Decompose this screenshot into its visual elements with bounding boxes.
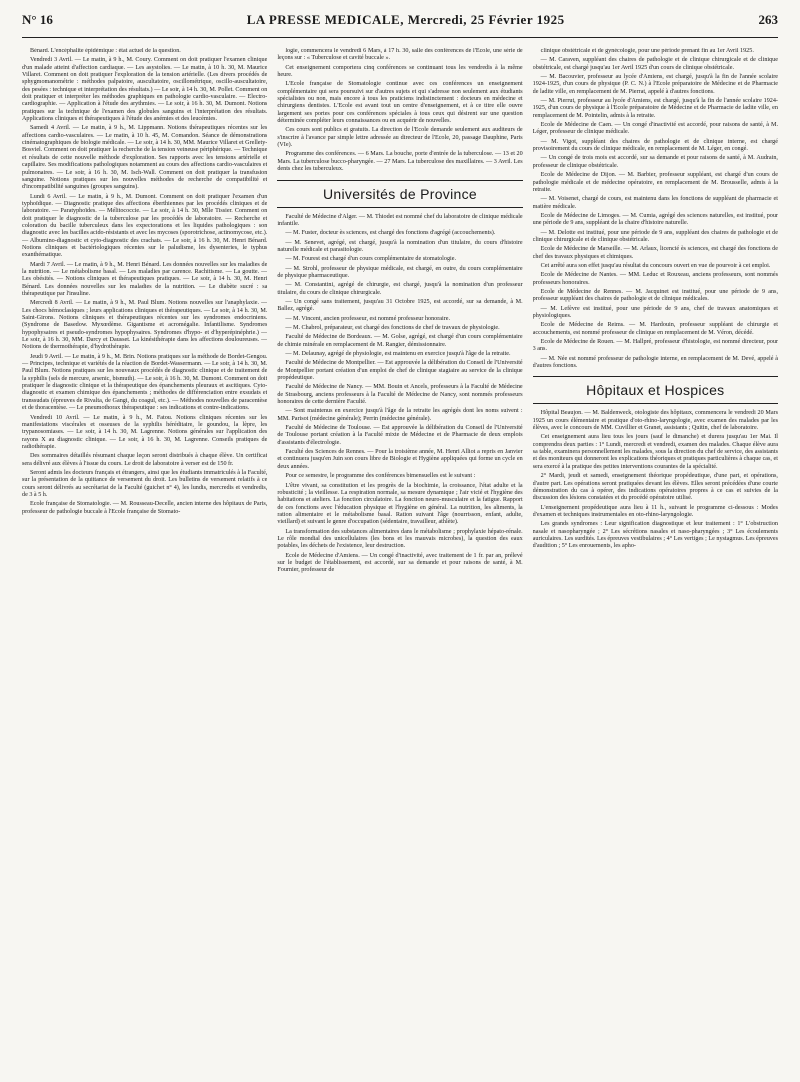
paragraph: — M. Lefèvre est institué, pour une période de 9 ans, chef de travaux anatomiques et physiologiques. bbox=[532, 305, 778, 319]
paragraph: La transformation des substances alimentaires dans le métabolisme ; prophylaxie hépato-rénale. Le rôle mondial des unicellulaires (les bons et les mauvais microbes), la question des eaux potables, les déchets de l'existence, leur destruction. bbox=[277, 528, 523, 550]
paragraph: Ecole de Médecine de Nantes. — MM. Leduc et Rouxeau, anciens professeurs, sont nommés professeurs honoraires. bbox=[532, 272, 778, 286]
paragraph: clinique obstétricale et de gynécologie, pour une période prenant fin au 1er Avril 1925. bbox=[540, 48, 754, 54]
paragraph: Seront admis les docteurs français et étrangers, ainsi que les étudiants immatriculés à la Faculté, sur la présentation de la quittance de versement du droit. Les bulletins de versement relatifs à ce cours seront délivrés au secrétariat de la Faculté (guichet n° 4), les lundis, mercredis et vendredis, de 3 à 5 h. bbox=[22, 469, 268, 498]
paragraph: — M. Pierrut, professeur au lycée d'Amiens, est chargé, jusqu'à la fin de l'année scolaire 1924-1925, d'un cours de physique à l'Ecole préparatoire de Médecine et de Pharmacie de ladite ville, en remplacement de M. Pointelin, admis à la retraite. bbox=[532, 98, 778, 119]
paragraph: — M. Vigot, suppléant des chaires de pathologie et de clinique interne, est chargé provisoirement du cours de clinique médicale, en remplacement de M. Léger, en congé. bbox=[532, 138, 778, 153]
paragraph: — M. Née est nommé professeur de pathologie interne, en remplacement de M. Devé, appelé à d'autres fonctions. bbox=[532, 355, 778, 370]
paragraph: Cet arrêté aura son effet jusqu'au résultat du concours ouvert en vue de pourvoir à cet emploi. bbox=[540, 262, 771, 269]
paragraph: Pour ce semestre, le programme des conférences bimensuelles est le suivant : bbox=[285, 473, 476, 480]
paragraph: Ecole de Médecine de Dijon. — M. Barbier, professeur suppléant, est chargé d'un cours de pathologie médicale et de médecine opératoire, en remplacement de M. Brousselle, admis à la retraite. bbox=[532, 172, 778, 193]
section-heading-hopitaux: Hôpitaux et Hospices bbox=[533, 376, 778, 404]
page-number: 263 bbox=[758, 12, 778, 27]
paragraph: logie, commencera le vendredi 6 Mars, à 17 h. 30, salle des conférences de l'Ecole, une série de leçons sur : « Tuberculose et cavité buccale ». bbox=[277, 48, 523, 62]
paragraph: Ces cours sont publics et gratuits. La direction de l'Ecole demande seulement aux auditeurs de s'inscrire à l'avance par simple lettre adressée au directeur de l'Ecole, 20, passage Dauphine, Paris (VIe). bbox=[277, 127, 523, 149]
paragraph: Les grands syndromes : Leur signification diagnostique et leur traitement : 1° L'obstruction nasale et nasopharyngée ; 2° Les sécrétions nasales et naso-pharyngées ; 3° Les écoulements auriculaires. Les surdités. Les épreuves vestibulaires ; 4° Les vertiges ; Le nystagmus. Les épreuves d'audition ; 5° Les enrouements, les apho- bbox=[532, 521, 778, 550]
paragraph: Des sommaires détaillés résumant chaque leçon seront distribués à chaque élève. Un certificat sera délivré aux élèves à l'issue du cours. Le droit de laboratoire à verser est de 150 fr. bbox=[22, 453, 268, 467]
paragraph: — M. Vincent, ancien professeur, est nommé professeur honoraire. bbox=[285, 315, 451, 322]
paragraph: — M. Delaunay, agrégé de physiologie, est maintenu en exercice jusqu'à l'âge de la retraite. bbox=[285, 351, 511, 357]
paragraph: Lundi 6 Avril. — Le matin, à 9 h., M. Dumont. Comment on doit pratiquer l'examen d'un typhoïdique. — Diagnostic pratique des affections éberthiennes par les procédés cliniques et de laboratoire. — Paratyphoïdes. — Mélitococcie. — Le soir, à 14 h. 30, Mlle Tissier. Comment on doit pratiquer le diagnostic de la tuberculose par les procédés de laboratoire. — Recherche et coloration du bacille tuberculeux dans les expectorations et les liquides pathologiques : son diagnostic avec les bacilles acido-résistants et avec les mycoses (sporotrichose, actinomycose, etc.). — Albumino-diagnostic et cyto-diagnostic des crachats. — Le soir, à 16 h. 30, M. Henri Bénard. Notions cliniques et bactériologiques récentes sur le paludisme, les dysenteries, le typhus exanthématique. bbox=[22, 193, 268, 259]
columns bbox=[22, 48, 778, 1073]
masthead-title: LA PRESSE MEDICALE, Mercredi, 25 Février 1925 bbox=[246, 12, 565, 27]
paragraph: — M. Voisenet, chargé de cours, est maintenu dans les fonctions de suppléant de pharmacie et matière médicale. bbox=[532, 196, 778, 210]
section-heading-universites: Universités de Province bbox=[277, 180, 522, 208]
paragraph: — Un congé sans traitement, jusqu'au 31 Octobre 1925, est accordé, sur sa demande, à M. Ballez, agrégé. bbox=[277, 298, 523, 313]
paragraph: Ecole de Médecine de Rennes. — M. Jacquinet est institué, pour une période de 9 ans, professeur suppléant des chaires de pathologie et de clinique médicales. bbox=[532, 288, 778, 303]
paragraph: L'enseignement propédeutique aura lieu à 11 h., suivant le programme ci-dessous : Modes d'examen et techniques instrumentales en oto-rhino-laryngologie. bbox=[532, 504, 778, 518]
paragraph: — M. Strohl, professeur de physique médicale, est chargé, en outre, du cours complémentaire de physique pharmaceutique. bbox=[277, 265, 523, 279]
column-1 bbox=[22, 48, 267, 1073]
paragraph: Faculté de Médecine de Bordeaux. — M. Golse, agrégé, est chargé d'un cours complémentaire de chimie minérale en remplacement de M. Rangier, démissionnaire. bbox=[277, 334, 523, 348]
issue-number: N° 16 bbox=[22, 12, 53, 27]
paragraph: Bénard. L'encéphalite épidémique : état actuel de la question. bbox=[30, 48, 181, 54]
paragraph: — M. Senevet, agrégé, est chargé, jusqu'à la nomination d'un titulaire, du cours d'histoire naturelle médicale et parasitologie. bbox=[277, 239, 523, 253]
paragraph: Jeudi 9 Avril. — Le matin, à 9 h., M. Brin. Notions pratiques sur la méthode de Bordet-Gengou. — Principes, technique et variétés de la réaction de Bordet-Wassermann. — Le soir, à 14 h. 30, M. Paul Blum. Notions pratiques sur les nouveaux procédés de diagnostic clinique et de traitement de la syphilis (sels de mercure, arsenic, bismuth). — Le soir, à 16 h. 30, M. Dumont. Comment on doit pratiquer le diagnostic clinique et la thérapeutique des épanchements pleuraux et ascitiques. Cyto-diagnostic et examen chimique des épanchements ; méthodes de différenciation entre exsudats et transsudats (épreuves de Rivalta, de Gangi, du coagul, etc.). — Méthodes nouvelles de paracentèse et de thoracentèse. — Le pneumothorax thérapeutique : ses indications et contre-indications. bbox=[22, 353, 268, 412]
paragraph: Ecole de Médecine de Caen. — Un congé d'inactivité est accordé, pour raisons de santé, à M. Léger, professeur de clinique médicale. bbox=[532, 122, 778, 136]
paragraph: L'Ecole française de Stomatologie continue avec ces conférences un enseignement complémentaire qui sera poursuivi sur d'autres sujets et qui s'adresse non seulement aux étudiants spécialistes ou non, mais encore à tous les praticiens indistinctement : docteurs en médecine et chirurgiens dentistes. L'Ecole est avant tout un centre d'enseignement, et à ce titre elle ouvre largement ses portes pour ces conférences spéciales à tous ceux qui désirent sur une question déterminée compléter leurs connaissances ou en acquérir de nouvelles. bbox=[277, 81, 523, 125]
paragraph: Samedi 4 Avril. — Le matin, à 9 h., M. Lippmann. Notions thérapeutiques récentes sur les affections cardio-vasculaires. — Le matin, à 10 h. 45, M. Comandon. Séance de démonstrations cinématographiques de biologie médicale. — Le soir, à 14 h. 30, MM. Maurice Villaret et Grellety-Bosviel. Comment on doit pratiquer la recherche de la tension veineuse périphérique. — Technique et résultats de cette nouvelle méthode d'exploration. Ses rapports avec les tensions artérielle et capillaire. Ses modifications pathologiques notamment au cours des affections cardio-vasculaires et pulmonaires. — Le soir, à 16 h. 30, M. Isch-Wall. Comment on doit pratiquer la transfusion sanguine. Notions pratiques sur les nouvelles méthodes de recherche de compatibilité et d'incompatibilité sanguines (groupes sanguins). bbox=[22, 125, 268, 191]
column-3 bbox=[533, 48, 778, 1073]
paragraph: Hôpital Beaujon. — M. Baldenweck, otologiste des hôpitaux, commencera le vendredi 20 Mars 1925 un cours élémentaire et pratique d'oto-rhino-laryngologie, avec examen des malades par les élèves, avec le concours de MM. Cuvillier et Granet, assistants ; Quitin, chef de laboratoire. bbox=[532, 410, 778, 432]
paragraph: Cet enseignement aura lieu tous les jours (sauf le dimanche) et durera jusqu'au 1er Mai. Il comprendra deux parties : 1° Lundi, mercredi et vendredi, examen des malades. Chaque élève aura sa table, examinera personnellement les malades, sous la direction du chef de service, des assistants et des moniteurs qui donneront les explications théoriques et pratiques particulières à chaque cas, et sera exercé à la pratique des petites interventions courantes de la spécialité. bbox=[532, 434, 778, 470]
paragraph: Mercredi 8 Avril. — Le matin, à 9 h., M. Paul Blum. Notions nouvelles sur l'anaphylaxie. — Les chocs hémoclasiques ; leurs applications cliniques et thérapeutiques. — Le soir, à 14 h. 30, M. Saint-Girons. Notions cliniques et thérapeutiques récentes sur les syndromes endocriniens. (Syndrome de Basedow. Myxœdème. Gigantisme et acromégalie. Infantilisme. Syndromes hypophysaires et pseudo-syndromes hypophysaires. Syndromes d'hypo- et d'hyperépinéphrie.) — Le soir, à 16 h. 30, MM. Darcy et Dausset. La kinésithérapie dans les affections douloureuses. — Notions de thermothérapie, d'hydrothérapie. bbox=[22, 300, 268, 351]
paragraph: Mardi 7 Avril. — Le matin, à 9 h., M. Henri Bénard. Les données nouvelles sur les maladies de la nutrition. — Le métabolisme basal. — Les maladies par carence. Rachitisme. — La goutte. — Les obésités. — Notions cliniques et thérapeutiques pratiques. — Le soir, à 14 h. 30, M. Henri Bénard. Les données nouvelles sur les maladies de la nutrition. — Le diabète sucré : sa thérapeutique par l'insuline. bbox=[22, 261, 268, 297]
paragraph: — M. Chabrol, préparateur, est chargé des fonctions de chef de travaux de physiologie. bbox=[285, 324, 500, 331]
paragraph: Faculté de Médecine d'Alger. — M. Thiodet est nommé chef du laboratoire de clinique médicale infantile. bbox=[277, 213, 523, 227]
paragraph: Cet enseignement comportera cinq conférences se continuant tous les vendredis à la même heure. bbox=[277, 64, 523, 79]
paragraph: Ecole de Médecine de Marseille. — M. Arlaux, licencié ès sciences, est chargé des fonctions de chef des travaux physiques et chimiques. bbox=[532, 246, 778, 260]
paragraph: — M. Constantini, agrégé de chirurgie, est chargé, jusqu'à la nomination d'un professeur titulaire, du cours de clinique chirurgicale. bbox=[277, 282, 523, 296]
paragraph: Faculté de Médecine de Nancy. — MM. Bouin et Ancels, professeurs à la Faculté de Médecine de Strasbourg, anciens professeurs à la Faculté de Médecine de Nancy, sont nommés professeurs honoraires de cette dernière Faculté. bbox=[277, 384, 523, 406]
paragraph: Ecole de Médecine d'Amiens. — Un congé d'inactivité, avec traitement de 1 fr. par an, prélevé sur le budget de l'établissement, est accordé, sur sa demande et pour raisons de santé, à M. Fournier, professeur de bbox=[277, 552, 523, 574]
paragraph: Ecole de Médecine de Reims. — M. Hardouin, professeur suppléant de chirurgie et accouchements, est nommé professeur de clinique en remplacement de M. Véron, décédé. bbox=[532, 322, 778, 336]
paragraph: Vendredi 3 Avril. — Le matin, à 9 h., M. Coury. Comment on doit pratiquer l'examen clinique d'un malade atteint d'affection cardiaque. — Les asystolies. — Le matin, à 10 h. 30, M. Maurice Villaret. Comment on doit pratiquer l'exploration de la tension artérielle. (Les divers procédés de sphygmomanométrie : méthodes palpatoire, auscultatoire, oscillométrique, oscillo-auscultatoire, des pesées : technique et interprétation des résultats.) — Le soir, à 14 h. 30, M. Pollet. Comment on doit pratiquer et interpréter les méthodes graphiques en pathologie cardio-vasculaire. — Electro-cardiographie. — Application à l'étude des arythmies. — Le soir, à 16 h. 30, M. Dumont. Notions pratiques sur la technique de l'examen des globules sanguins et l'interprétation des résultats. Applications cliniques et thérapeutiques à l'étude des anémies et des leucémies. bbox=[22, 57, 268, 123]
paragraph: — M. Fourest est chargé d'un cours complémentaire de stomatologie. bbox=[285, 256, 457, 263]
paragraph: Faculté de Médecine de Toulouse. — Est approuvée la délibération du Conseil de l'Université de Toulouse portant création à la Faculté mixte de Médecine et de Pharmacie de deux emplois d'assistants d'électrologie. bbox=[277, 425, 523, 446]
paragraph: Vendredi 10 Avril. — Le matin, à 9 h., M. Fatou. Notions cliniques récentes sur les manifestations viscérales et osseuses de la syphilis héréditaire, le goundou, la lèpre, les trypanosomiases. — Le soir, à 14 h. 30, M. Lagrenne. Notions générales sur l'application des rayons X au diagnostic clinique. — Le soir, à 16 h. 30, M. Lagrenne. Conseils pratiques de radiothérapie. bbox=[22, 414, 268, 450]
paragraph: Programme des conférences. — 6 Mars. La bouche, porte d'entrée de la tuberculose. — 13 et 20 Mars. La tuberculose bucco-pharyngée. — 27 Mars. La tuberculose des maxillaires. — 3 Avril. Les dents chez les tuberculeux. bbox=[277, 151, 523, 173]
paragraph: Ecole française de Stomatologie. — M. Rousseau-Decelle, ancien interne des hôpitaux de Paris, professeur de pathologie buccale à l'Ecole française de Stomato- bbox=[22, 501, 268, 515]
paragraph: — M. Fuster, docteur ès sciences, est chargé des fonctions d'agrégé (accouchements). bbox=[285, 230, 496, 237]
paragraph: 2° Mardi, jeudi et samedi, enseignement théorique propédeutique, d'une part, et opérations, d'autre part. Les opérations seront pratiquées devant les élèves. Elles seront précédées d'une courte démonstration du cas à opérer, des indications opératoires propres à ce cas et suivies de la discussion des lésions constatées et du procédé opératoire utilisé. bbox=[532, 473, 778, 502]
paragraph: — M. Bacouvier, professeur au lycée d'Amiens, est chargé, jusqu'à la fin de l'année scolaire 1924-1925, d'un cours de physique (P. C. N.) à l'Ecole préparatoire de Médecine et de Pharmacie de ladite ville, en remplacement de M. Pierrat, appelé à d'autres fonctions. bbox=[532, 74, 778, 95]
paragraph: Faculté des Sciences de Rennes. — Pour la troisième année, M. Henri Alliot a repris en Janvier et continuera jusqu'en Juin son cours libre de Biologie et Hygiène appliquées qui forme un cycle en deux années. bbox=[277, 449, 523, 470]
paragraph: Ecole de Médecine de Limoges. — M. Cumia, agrégé des sciences naturelles, est institué, pour une période de 9 ans, suppléant de la chaire d'histoire naturelle. bbox=[532, 212, 778, 227]
paragraph: — M. Delotte est institué, pour une période de 9 ans, suppléant des chaires de pathologie et de clinique chirurgicale et de clinique obstétricale. bbox=[532, 229, 778, 243]
paragraph: Ecole de Médecine de Rouen. — M. Hallpré, professeur d'histologie, est nommé directeur, pour 3 ans. bbox=[532, 339, 778, 353]
paragraph: L'être vivant, sa constitution et les progrès de la biochimie, la croissance, l'état adulte et la robusticité ; la vieillesse. La respiration normale, sa mesure dynamique ; l'air vicié et l'hygiène des habitations et ateliers. La fonction circulatoire. La fonction neuro-musculaire et la fatigue. Rapport de ces fonctions avec l'éducation physique et l'hygiène en général. La nutrition, les aliments, la ration alimentaire et le métabolisme basal. Ration suivant l'âge (nourrisson, enfant, adulte, vieillard) et suivant le genre d'occupation (sédentaire, travailleur, athlète). bbox=[277, 482, 523, 526]
page-header bbox=[22, 0, 778, 38]
column-2 bbox=[277, 48, 522, 1073]
paragraph: Faculté de Médecine de Montpellier. — Est approuvée la délibération du Conseil de l'Université de Montpellier portant création d'un emploi de chef de clinique stagiaire au service de la clinique propédeutique. bbox=[277, 360, 523, 382]
paragraph: — M. Caraven, suppléant des chaires de pathologie et de clinique chirurgicale et de clinique obstétricale, est chargé jusqu'au 1er Avril 1925 d'un cours de clinique obstétricale. bbox=[532, 57, 778, 71]
paragraph: — Sont maintenus en exercice jusqu'à l'âge de la retraite les agrégés dont les noms suivent : MM. Parisot (médecine générale); Perrin (médecine générale). bbox=[277, 408, 523, 422]
paragraph: — Un congé de trois mois est accordé, sur sa demande et pour raisons de santé, à M. Audrain, professeur de clinique obstétricale. bbox=[532, 155, 778, 169]
